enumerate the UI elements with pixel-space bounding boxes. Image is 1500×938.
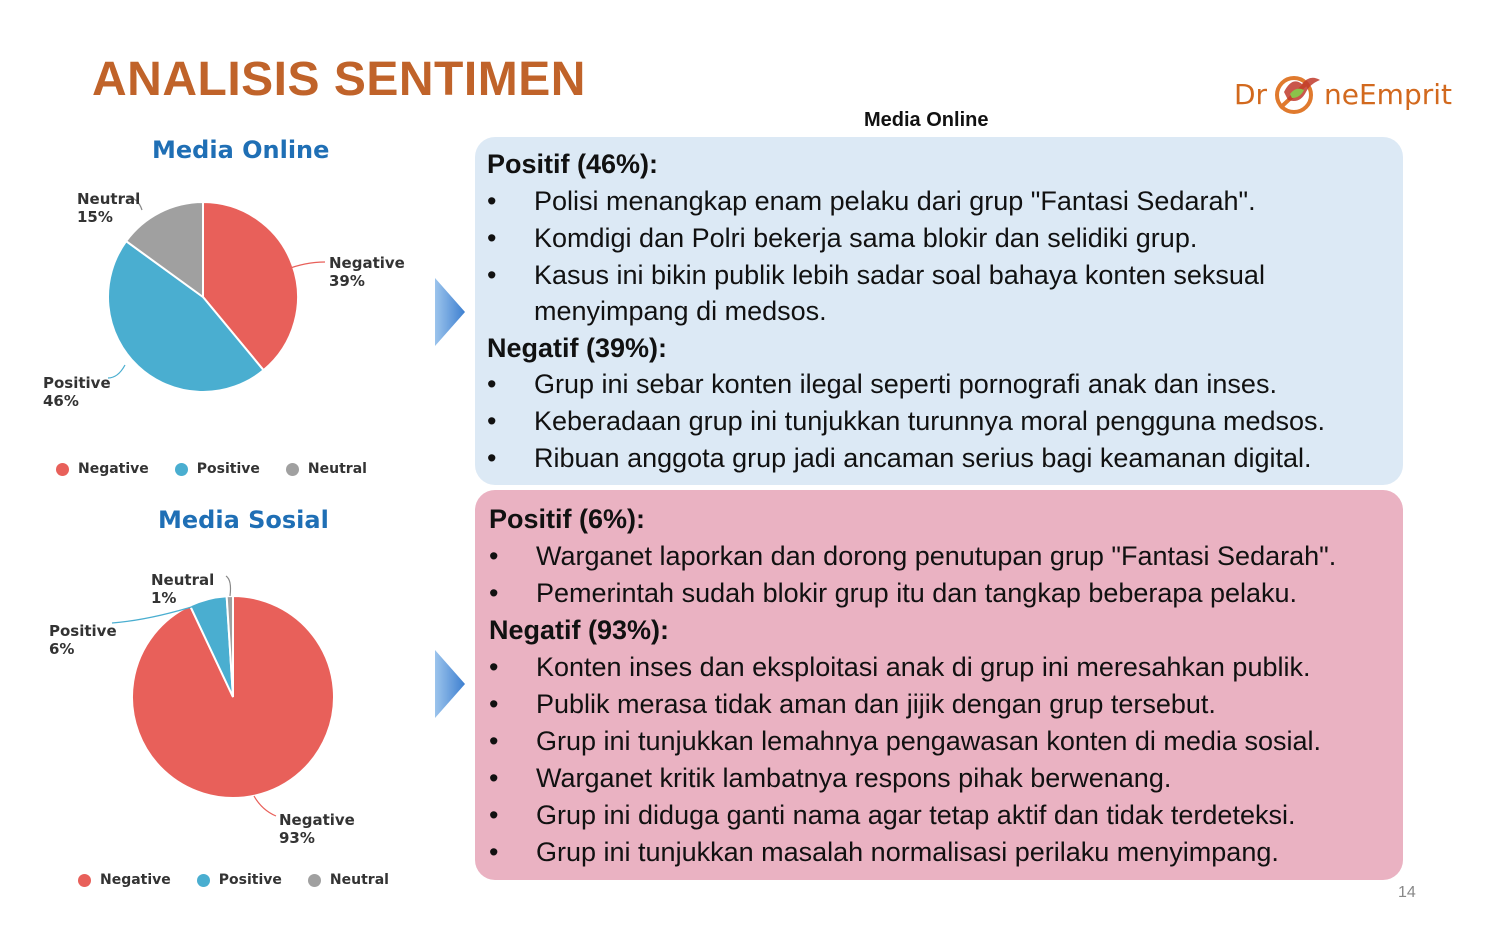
pie-label-negative: Negative 39%	[329, 254, 405, 290]
pie-label-positive: Positive 46%	[43, 374, 111, 410]
legend-item-positive: Positive	[175, 461, 260, 477]
page-title: ANALISIS SENTIMEN	[92, 53, 586, 106]
legend-item-negative: Negative	[56, 461, 149, 477]
pie-label-neutral: Neutral 1%	[151, 571, 215, 607]
logo-text-part2: neEmprit	[1324, 78, 1452, 111]
logo-text-part1: Dr	[1234, 78, 1268, 111]
legend-item-neutral: Neutral	[308, 872, 389, 888]
legend-dot-positive	[197, 874, 210, 887]
legend-item-positive: Positive	[197, 872, 282, 888]
pie-label-positive: Positive 6%	[49, 622, 117, 658]
negative-heading: Negatif (93%):	[489, 615, 670, 645]
positive-heading: Positif (6%):	[489, 504, 646, 534]
pie-chart-media-sosial	[0, 480, 470, 920]
chart-legend-media-online	[56, 461, 393, 477]
pie-leader-line	[254, 796, 276, 816]
legend-item-neutral: Neutral	[286, 461, 367, 477]
media-sosial-summary-panel: Positif (6%): • Warganet laporkan dan dorong penutupan grup "Fantasi Sedarah". • Pemerintah sudah blokir grup itu dan tangkap beberapa pelaku. Negatif (93%): • Konten inses dan eksploitasi anak di grup ini meresahkan publik. • Publik merasa tidak aman dan jijik dengan grup tersebut. • Grup ini tunjukkan lemahnya pengawasan konten di media sosial. • Warganet kritik lambatnya respons pihak berwenang. • Grup ini diduga ganti nama agar tetap aktif dan tidak terdeteksi. • Grup ini tunjukkan masalah normalisasi perilaku menyimpang.	[475, 490, 1403, 880]
drone-emprit-logo	[1230, 68, 1452, 118]
pie-label-negative: Negative 93%	[279, 811, 355, 847]
legend-dot-neutral	[308, 874, 321, 887]
legend-dot-positive	[175, 463, 188, 476]
legend-dot-negative	[56, 463, 69, 476]
media-online-summary-panel: Positif (46%): • Polisi menangkap enam pelaku dari grup "Fantasi Sedarah". • Komdigi dan Polri bekerja sama blokir dan selidiki grup. • Kasus ini bikin publik lebih sadar soal bahaya konten seksual menyimpang di medsos. Negatif (39%): • Grup ini sebar konten ilegal seperti pornografi anak dan inses. • Keberadaan grup ini tunjukkan turunnya moral pengguna medsos. • Ribuan anggota grup jadi ancaman serius bagi keamanan digital.	[475, 137, 1403, 485]
legend-dot-negative	[78, 874, 91, 887]
page-number: 14	[1398, 884, 1416, 901]
chevron-right-icon	[433, 276, 467, 348]
chart-legend-media-sosial	[78, 872, 415, 888]
drone-bird-icon	[1270, 70, 1324, 116]
chart-title-media-online: Media Online	[152, 136, 330, 164]
chart-title-media-sosial: Media Sosial	[158, 506, 329, 534]
negative-heading: Negatif (39%):	[487, 333, 668, 363]
pie-leader-line	[226, 576, 231, 596]
positive-heading: Positif (46%):	[487, 149, 659, 179]
chevron-right-icon	[433, 648, 467, 720]
pie-label-neutral: Neutral 15%	[77, 190, 141, 226]
legend-item-negative: Negative	[78, 872, 171, 888]
media-online-header: Media Online	[864, 109, 989, 131]
legend-dot-neutral	[286, 463, 299, 476]
